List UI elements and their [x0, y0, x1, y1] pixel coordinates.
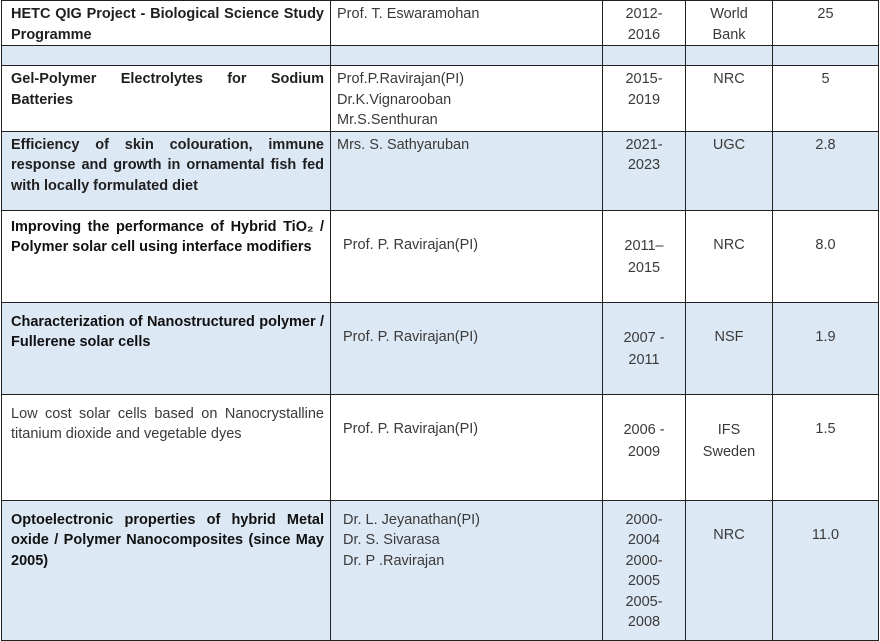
project-title: Characterization of Nanostructured polymer / Fullerene solar cells [11, 313, 324, 350]
amount-cell [773, 210, 879, 302]
project-title-cell [2, 500, 331, 640]
investigators-cell [331, 1, 603, 46]
investigator-name: Prof. P. Ravirajan(PI) [343, 420, 479, 437]
period-start: 2005- [625, 593, 663, 610]
project-title: Low cost solar cells based on Nanocrystalline titanium dioxide and vegetable dyes [11, 405, 324, 442]
funding-agency: NSF [714, 328, 744, 345]
investigators-cell [331, 210, 603, 302]
investigators-cell [331, 394, 603, 500]
funding-agency: IFS [717, 421, 741, 438]
table-row [2, 394, 879, 500]
investigators-cell [331, 302, 603, 394]
funding-cell [686, 66, 773, 132]
amount-cell [773, 1, 879, 46]
period-start: 2006 - [623, 421, 665, 438]
investigators-cell [331, 500, 603, 640]
period-end: 2016 [627, 26, 661, 43]
period-start: 2012- [625, 6, 663, 22]
amount-value: 1.9 [815, 328, 836, 345]
amount-value: 25 [817, 6, 834, 22]
period-end: 2004 [627, 532, 661, 548]
funding-cell [686, 210, 773, 302]
funding-agency: UGC [712, 136, 746, 153]
period-end: 2023 [627, 157, 661, 173]
funding-cell [686, 302, 773, 394]
period-end: 2008 [627, 614, 661, 630]
empty-cell [603, 46, 686, 66]
table-row [2, 66, 879, 132]
investigator-name: Prof. T. Eswaramohan [337, 6, 480, 22]
project-title-cell [2, 394, 331, 500]
amount-value: 5 [821, 71, 830, 87]
funding-agency: NRC [713, 526, 745, 543]
project-title-cell [2, 131, 331, 210]
project-title-cell [2, 66, 331, 132]
funding-agency: NRC [713, 71, 745, 87]
amount-value: 8.0 [815, 236, 836, 253]
table-row-empty [2, 46, 879, 66]
amount-value: 11.0 [811, 526, 840, 543]
funding-cell [686, 500, 773, 640]
funding-agency: World [710, 6, 748, 22]
empty-cell [773, 46, 879, 66]
empty-cell [331, 46, 603, 66]
project-title: Improving the performance of Hybrid TiO₂ / Polymer solar cell using interface modifiers [11, 218, 324, 255]
investigator-name: Prof. P. Ravirajan(PI) [343, 328, 479, 345]
period-start: 2011– [624, 237, 664, 254]
empty-cell [2, 46, 331, 66]
period-end: 2019 [627, 91, 661, 108]
investigator-name: Dr. L. Jeyanathan(PI) [343, 511, 481, 528]
project-title: Optoelectronic properties of hybrid Metal oxide / Polymer Nanocomposites (since May 2005) [11, 511, 324, 569]
project-title-cell [2, 302, 331, 394]
investigator-name: Mr.S.Senthuran [337, 112, 438, 128]
period-end: 2009 [627, 443, 661, 460]
period-end: 2011 [628, 351, 660, 368]
period-cell [603, 500, 686, 640]
funding-agency: Bank [712, 26, 746, 43]
funding-cell [686, 131, 773, 210]
project-title-cell [2, 210, 331, 302]
table-row [2, 500, 879, 640]
amount-cell [773, 66, 879, 132]
period-cell [603, 302, 686, 394]
investigator-name: Dr. S. Sivarasa [343, 532, 440, 548]
funding-cell [686, 394, 773, 500]
investigators-cell [331, 131, 603, 210]
table-row [2, 131, 879, 210]
investigators-cell [331, 66, 603, 132]
amount-cell [773, 394, 879, 500]
project-title-cell [2, 1, 331, 46]
period-start: 2007 - [623, 329, 665, 346]
investigator-name: Dr. P .Ravirajan [343, 552, 445, 569]
project-title: HETC QIG Project - Biological Science Study Programme [11, 6, 324, 43]
amount-cell [773, 500, 879, 640]
amount-cell [773, 131, 879, 210]
funding-agency: NRC [713, 236, 745, 253]
period-end: 2015 [627, 259, 661, 276]
period-cell [603, 394, 686, 500]
empty-cell [686, 46, 773, 66]
funding-agency: Sweden [702, 443, 756, 460]
investigator-name: Prof. P. Ravirajan(PI) [343, 236, 479, 253]
investigator-name: Prof.P.Ravirajan(PI) [337, 71, 465, 87]
period-start: 2000- [625, 511, 663, 528]
period-end: 2005 [627, 573, 661, 589]
table-row [2, 1, 879, 46]
funding-cell [686, 1, 773, 46]
table-row [2, 210, 879, 302]
period-cell [603, 131, 686, 210]
project-title: Efficiency of skin colouration, immune response and growth in ornamental fish fed with locally formulated diet [11, 136, 324, 194]
amount-value: 1.5 [815, 420, 836, 437]
project-title: Gel-Polymer Electrolytes for Sodium Batteries [11, 71, 324, 108]
amount-cell [773, 302, 879, 394]
period-start: 2021- [625, 136, 663, 153]
research-projects-table [1, 0, 879, 641]
table-row [2, 302, 879, 394]
amount-value: 2.8 [815, 136, 836, 153]
period-cell [603, 1, 686, 46]
investigator-name: Mrs. S. Sathyaruban [337, 136, 470, 153]
period-start: 2000- [625, 552, 663, 569]
period-cell [603, 66, 686, 132]
period-cell [603, 210, 686, 302]
investigator-name: Dr.K.Vignarooban [337, 91, 452, 108]
period-start: 2015- [625, 71, 663, 87]
